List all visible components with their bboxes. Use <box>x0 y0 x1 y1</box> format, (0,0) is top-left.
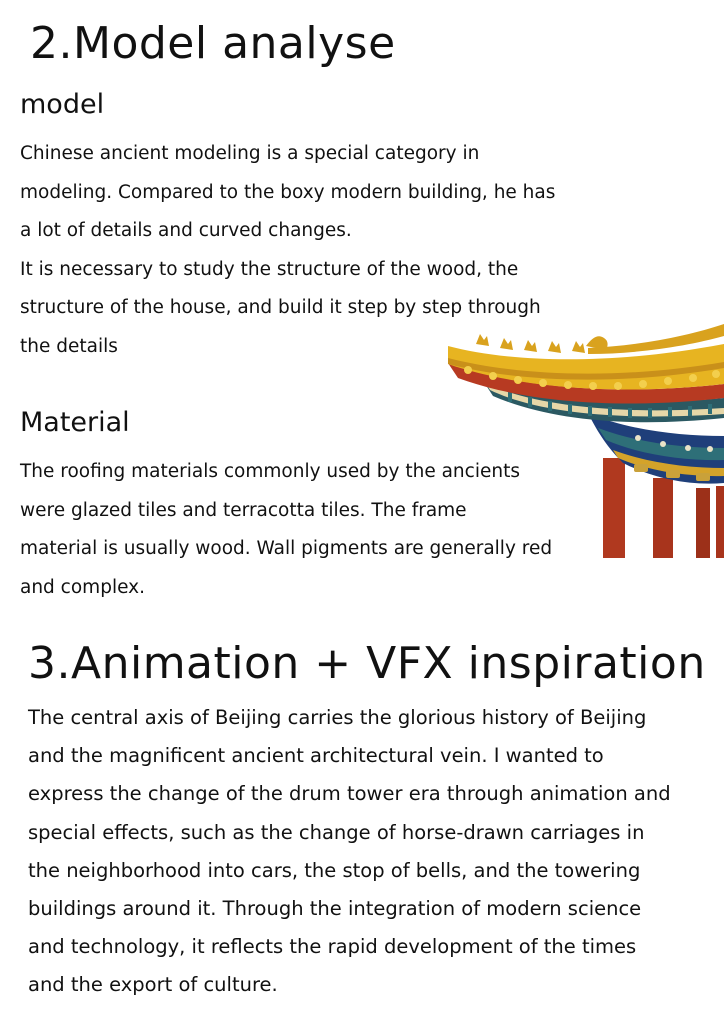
paragraph-line: The central axis of Beijing carries the glorious history of Beijing <box>28 706 647 729</box>
paragraph-line: It is necessary to study the structure of the wood, the <box>20 258 519 280</box>
paragraph-line: the neighborhood into cars, the stop of bells, and the towering <box>28 858 641 882</box>
paragraph-line: and technology, it reflects the rapid development of the times <box>28 935 637 959</box>
section-title-animation-vfx: 3.Animation + VFX inspiration <box>28 638 706 689</box>
paragraph-line: material is usually wood. Wall pigments are generally red <box>20 538 553 559</box>
paragraph-line: and the magnificent ancient architectural vein. I wanted to <box>28 744 604 768</box>
paragraph-line: express the change of the drum tower era through animation and <box>28 782 671 806</box>
paragraph-line: the details <box>20 335 118 357</box>
paragraph-line: and the export of culture. <box>28 973 278 997</box>
section-title-model-analyse: 2.Model analyse <box>30 18 396 69</box>
paragraph-animation-vfx <box>28 699 671 1005</box>
subheading-model: model <box>20 89 105 120</box>
chinese-roof-eave-illustration <box>438 318 724 558</box>
paragraph-line: a lot of details and curved changes. <box>20 220 352 241</box>
paragraph-line: Chinese ancient modeling is a special category in <box>20 143 480 164</box>
paragraph-line: buildings around it. Through the integration of modern science <box>28 897 642 921</box>
paragraph-line: special effects, such as the change of horse-drawn carriages in <box>28 820 645 844</box>
paragraph-line: were glazed tiles and terracotta tiles. The frame <box>20 499 467 521</box>
paragraph-line: and complex. <box>20 576 145 598</box>
subheading-material: Material <box>20 407 130 438</box>
paragraph-line: structure of the house, and build it step by step through <box>20 297 541 318</box>
paragraph-line: modeling. Compared to the boxy modern building, he has <box>20 181 556 203</box>
paragraph-line: The roofing materials commonly used by the ancients <box>20 461 520 482</box>
